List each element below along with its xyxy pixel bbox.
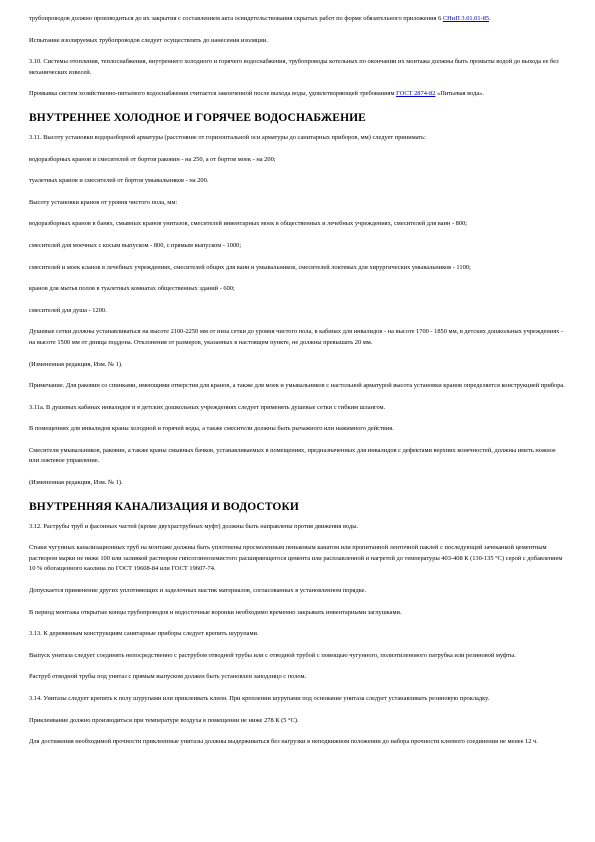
paragraph-text: (Измененная редакция, Изм. № 1). <box>29 479 123 487</box>
paragraph <box>29 381 566 392</box>
paragraph-text: водоразборных кранов и смесителей от бортов раковин - на 250, а от бортов моек - на 200; <box>29 155 276 163</box>
paragraph <box>29 543 566 575</box>
paragraph <box>29 155 566 166</box>
paragraph <box>29 403 566 414</box>
paragraph <box>29 176 566 187</box>
standard-reference-link[interactable]: СНиП 3.01.01-85 <box>442 15 490 22</box>
paragraph <box>29 89 566 100</box>
paragraph-text: . <box>489 15 491 22</box>
paragraph-text: смесителей и моек кланов в лечебных учреждениях, смесителей общих для ванн и умывальников, смесителей локтевых для хирургических умывальников - 1100; <box>29 263 471 271</box>
paragraph <box>29 263 566 274</box>
paragraph <box>29 133 566 144</box>
paragraph <box>29 522 566 533</box>
paragraph-text: 3.11а. В душевых кабинах инвалидов и в детских дошкольных учреждениях следует применять душевые сетки с гибким шлангом. <box>29 403 386 411</box>
paragraph-text: Высоту установки кранов от уровня чистого пола, мм: <box>29 198 178 206</box>
paragraph-text: 3.13. К деревянным конструкциям санитарные приборы следует крепить шурупами. <box>29 630 259 638</box>
paragraph <box>29 716 566 727</box>
paragraph-text: 3.14. Унитазы следует крепить к полу шурупами или приклеивать клеем. При креплении шурупами под основание унитаза следует устанавливать резиновую прокладку. <box>29 695 490 702</box>
paragraph-text: Для достижения необходимой прочности приклеенные унитазы должны выдерживаться без нагрузки в неподвижном положении до набора прочности клеевого соединения не менее 12 ч. <box>29 738 538 746</box>
paragraph-text: кранов для мытья полов в туалетных комнатах общественных зданий - 600; <box>29 285 235 293</box>
paragraph-text: В помещениях для инвалидов краны холодной и горячей воды, а также смесители должны быть рычажного или нажимного действия. <box>29 425 394 433</box>
paragraph-text: туалетных кранов и смесителей от бортов умывальников - на 200. <box>29 177 209 185</box>
paragraph-text: Испытание изолируемых трубопроводов следует осуществлять до нанесения изоляции. <box>29 36 268 44</box>
paragraph-text: В период монтажа открытые концы трубопроводов и водосточные воронки необходимо временно закрывать инвентарными заглушками. <box>29 608 402 616</box>
paragraph-text: 3.11. Высоту установки водоразборной арматуры (расстояние от горизонтальной оси арматуры до санитарных приборов, мм) следует принимать: <box>29 133 426 141</box>
paragraph <box>29 672 566 683</box>
paragraph <box>29 327 566 348</box>
paragraph <box>29 57 566 78</box>
paragraph-text: Душевые сетки должны устанавливаться на высоте 2100-2250 мм от низа сетки до уровня чистого пола, в кабинах для инвалидов - на высоте 1700 - 1850 мм, в детских дошкольных учреждениях - на высоте 1500 мм от днища поддона. Отклонения от размеров, указанных в настоящем пункте, не должны превышать 20 мм. <box>29 328 564 346</box>
paragraph <box>29 629 566 640</box>
paragraph-text: Стыки чугунных канализационных труб на монтаже должны быть уплотнены просмоленным пеньковым канатом или пропитанной ленточной паклей с последующей зачеканкой цементным раствором марки не ниже 100 или заливкой раствором гипсоглиноземистого расширяющегося цемента или расплавленной и нагретой до температуры 403-408 К (130-135 °С) серой с добавлением 10 % обогащенного каолина по ГОСТ 19608-84 или ГОСТ 19607-74. <box>29 544 563 573</box>
paragraph-text: 3.12. Раструбы труб и фасонных частей (кроме двухраструбных муфт) должны быть направлены против движения воды. <box>29 522 359 530</box>
section-heading: ВНУТРЕННЕЕ ХОЛОДНОЕ И ГОРЯЧЕЕ ВОДОСНАБЖЕНИЕ <box>29 111 366 124</box>
paragraph-text: Промывка систем хозяйственно-питьевого водоснабжения считается законченной после выхода воды, удовлетворяющей требованиям <box>29 90 397 98</box>
paragraph-text: Приклеивание должно производиться при температуре воздуха в помещении не ниже 278 К (5 °С). <box>29 716 299 724</box>
paragraph <box>29 360 566 371</box>
paragraph-text: трубопроводов должно производиться до их закрытия с составлением акта освидетельствования скрытых работ по форме обязательного приложения 6 <box>29 15 443 22</box>
paragraph <box>29 446 566 467</box>
paragraph-text: Допускается применение других уплотняющих и заделочных мастик материалов, согласованных в установленном порядке. <box>29 587 367 595</box>
paragraph-text: смесителей для душа - 1200. <box>29 306 107 314</box>
section-heading: ВНУТРЕННЯЯ КАНАЛИЗАЦИЯ И ВОДОСТОКИ <box>29 500 299 513</box>
paragraph <box>29 737 566 748</box>
paragraph <box>29 608 566 619</box>
paragraph-text: Раструб отводной трубы под унитаз с прямым выпуском должен быть установлен заподлицо с полом. <box>29 673 307 681</box>
paragraph-text: Выпуск унитаза следует соединять непосредственно с раструбом отводной трубы или с отводной трубой с помощью чугунного, полиэтиленового патрубка или резиновой муфты. <box>29 651 516 659</box>
paragraph <box>29 694 566 705</box>
paragraph <box>29 284 566 295</box>
paragraph <box>29 478 566 489</box>
paragraph-text: «Питьевая вода». <box>435 90 484 98</box>
paragraph <box>29 219 566 230</box>
paragraph <box>29 424 566 435</box>
paragraph-text: (Измененная редакция, Изм. № 1). <box>29 360 123 368</box>
paragraph-text: Примечание. Для раковин со спинками, имеющими отверстия для кранов, а также для моек и умывальников с настольной арматурой высота установки кранов определяется конструкцией прибора. <box>29 382 565 390</box>
paragraph <box>29 36 566 47</box>
paragraph <box>29 14 566 25</box>
paragraph <box>29 651 566 662</box>
paragraph-text: смесителей для моечных с косым выпуском - 800, с прямым выпуском - 1000; <box>29 241 242 249</box>
paragraph <box>29 198 566 209</box>
paragraph-text: Смесители умывальников, раковин, а также краны смывных бачков, устанавливаемых в помещениях, предназначенных для инвалидов с дефектами верхних конечностей, должны иметь ножное или локтевое управление. <box>29 446 556 465</box>
paragraph <box>29 586 566 597</box>
paragraph-text: 3.10. Системы отопления, теплоснабжения, внутреннего холодного и горячего водоснабжения, трубопроводы котельных по окончании их монтажа должны быть промыты водой до выхода ее без механических взвесей. <box>29 58 559 76</box>
standard-reference-link[interactable]: ГОСТ 2874-82 <box>396 90 436 98</box>
paragraph <box>29 306 566 317</box>
paragraph <box>29 241 566 252</box>
paragraph-text: водоразборных кранов в банях, смывных кранов унитазов, смесителей инвентарных моек в общественных и лечебных учреждениях, смесителей для ванн - 800; <box>29 220 468 228</box>
